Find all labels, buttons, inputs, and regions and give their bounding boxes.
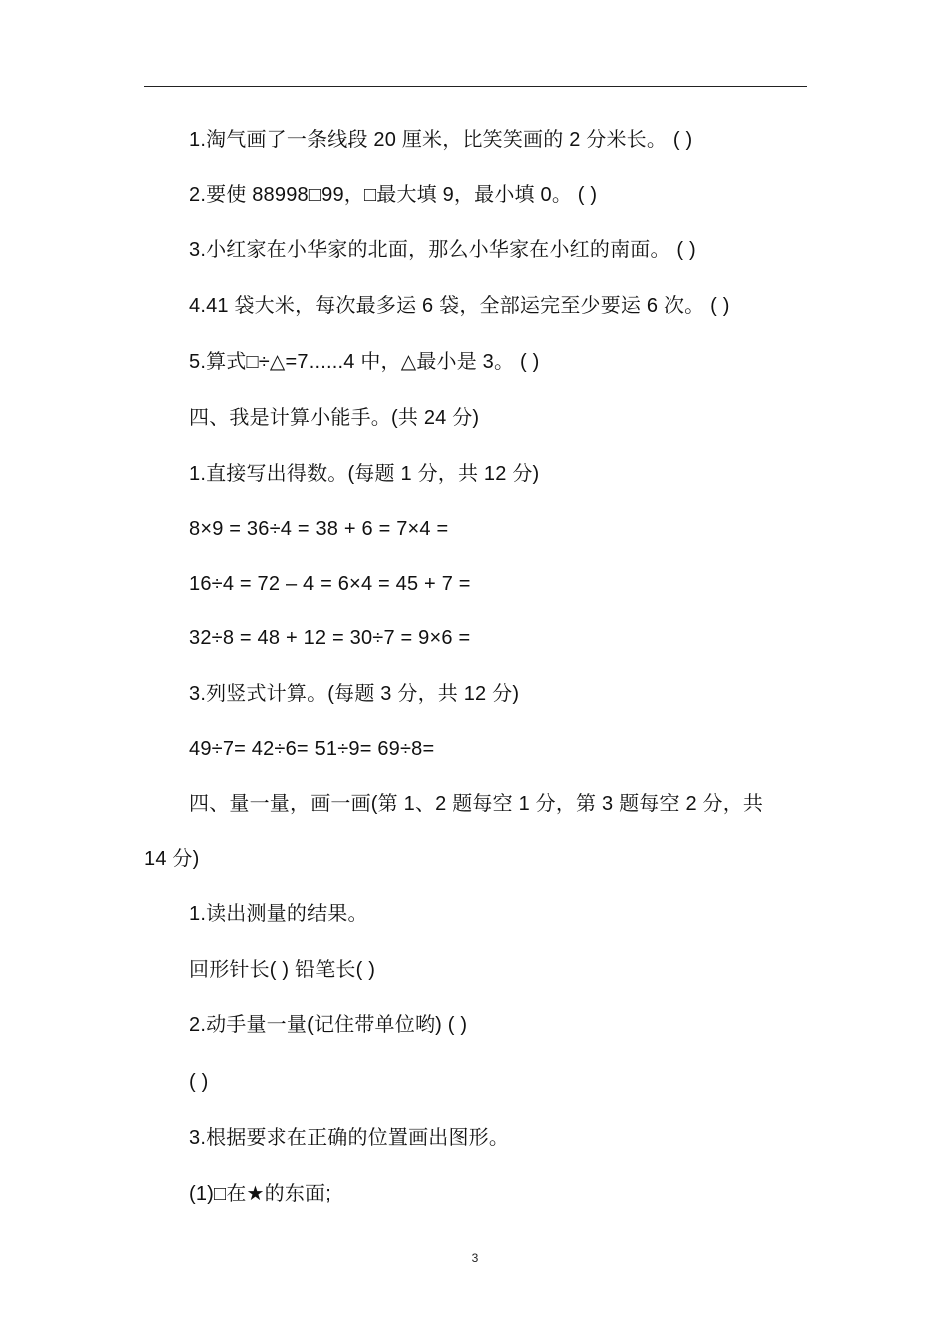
page-number: 3 [471, 1251, 479, 1265]
draw-subitem-1: (1)□在★的东面; [189, 1183, 332, 1205]
vertical-calc-row: 49÷7= 42÷6= 51÷9= 69÷8= [189, 738, 435, 760]
calc-row-1: 8×9 = 36÷4 = 38 + 6 = 7×4 = [189, 518, 449, 540]
section-heading-measure: 四、量一量，画一画(第 1、2 题每空 1 分，第 3 题每空 2 分，共 [189, 793, 764, 815]
calc-row-3: 32÷8 = 48 + 12 = 30÷7 = 9×6 = [189, 627, 471, 649]
judge-item-1: 1.淘气画了一条线段 20 厘米，比笑笑画的 2 分米长。 ( ) [189, 129, 693, 151]
measure-item-2: 2.动手量一量(记住带单位哟) ( ) [189, 1014, 468, 1036]
subsection-vertical: 3.列竖式计算。(每题 3 分，共 12 分) [189, 683, 520, 705]
measure-blank: ( ) [189, 1071, 209, 1093]
measure-item-1: 1.读出测量的结果。 [189, 903, 368, 925]
section-heading-measure-cont: 14 分) [144, 848, 200, 870]
section-heading-calc: 四、我是计算小能手。(共 24 分) [189, 407, 480, 429]
judge-item-5: 5.算式□÷△=7......4 中，△最小是 3。 ( ) [189, 351, 540, 373]
judge-item-4: 4.41 袋大米，每次最多运 6 袋，全部运完至少要运 6 次。 ( ) [189, 295, 730, 317]
subsection-direct: 1.直接写出得数。(每题 1 分，共 12 分) [189, 463, 540, 485]
draw-item-3: 3.根据要求在正确的位置画出图形。 [189, 1127, 510, 1149]
judge-item-2: 2.要使 88998□99，□最大填 9，最小填 0。 ( ) [189, 184, 598, 206]
calc-row-2: 16÷4 = 72 – 4 = 6×4 = 45 + 7 = [189, 573, 471, 595]
judge-item-3: 3.小红家在小华家的北面，那么小华家在小红的南面。 ( ) [189, 239, 696, 261]
header-rule [144, 86, 807, 87]
measure-answers: 回形针长( ) 铅笔长( ) [189, 959, 376, 981]
